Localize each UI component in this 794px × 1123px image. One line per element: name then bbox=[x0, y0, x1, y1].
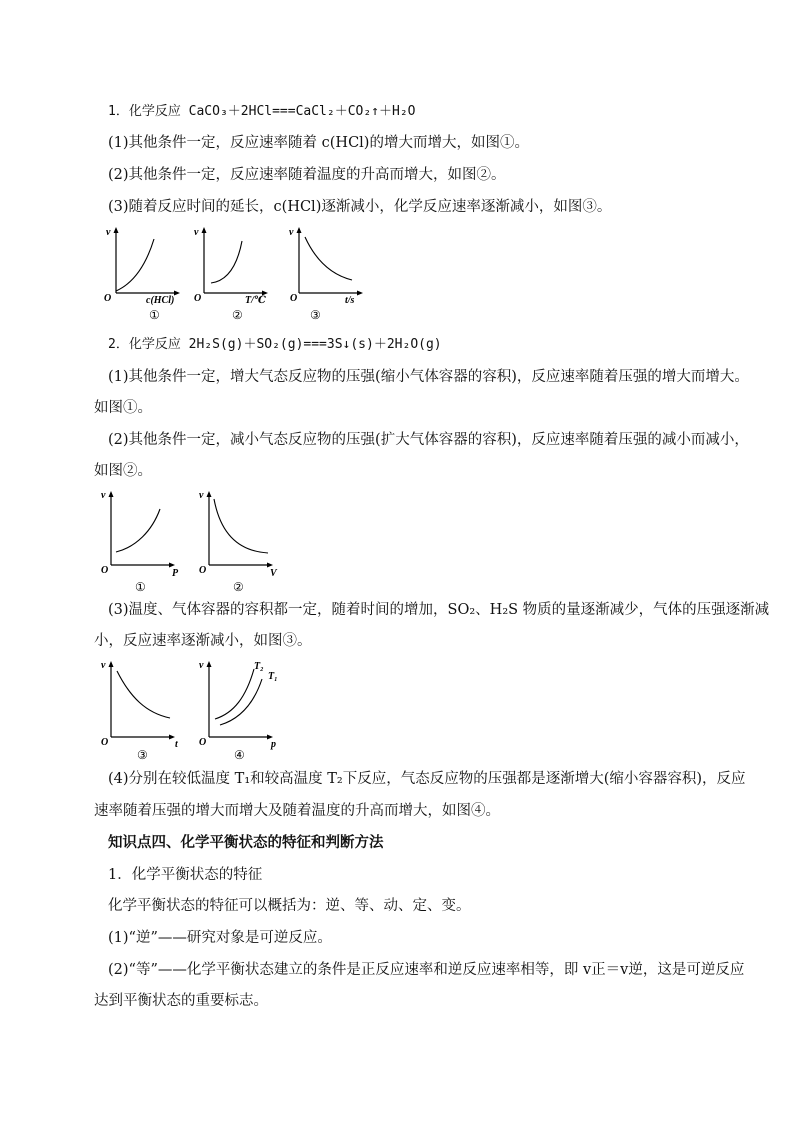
curve-label-t1: T₁ bbox=[268, 671, 278, 682]
y-axis-label: v bbox=[199, 660, 204, 671]
paragraph-1-1: (1)其他条件一定，反应速率随着 c(HCl)的增大而增大，如图①。 bbox=[108, 135, 529, 151]
graph-time bbox=[288, 225, 378, 320]
x-axis-label: t bbox=[175, 739, 178, 750]
y-axis-label: v bbox=[289, 227, 294, 238]
origin-label: O bbox=[101, 737, 109, 748]
y-axis-label: v bbox=[101, 660, 106, 671]
reaction-2-heading: 2．化学反应 2H₂S(g)＋SO₂(g)===3S↓(s)＋2H₂O(g) bbox=[108, 337, 442, 352]
sub-heading: 1．化学平衡状态的特征 bbox=[108, 867, 263, 883]
section-title: 知识点四、化学平衡状态的特征和判断方法 bbox=[108, 835, 384, 851]
origin-label: O bbox=[194, 293, 202, 304]
graph-caption: ④ bbox=[234, 748, 245, 762]
graph-temperature-pressure bbox=[198, 657, 288, 762]
graph-caption: ② bbox=[232, 308, 243, 322]
paragraph-2-3-line1: (3)温度、气体容器的容积都一定，随着时间的增加，SO₂、H₂S 物质的量逐渐减少，气体的压强逐渐减 bbox=[108, 602, 770, 618]
graph-c-hcl bbox=[100, 225, 190, 320]
paragraph-2-3-line2: 小，反应速率逐渐减小，如图③。 bbox=[94, 633, 312, 649]
x-axis-label: P bbox=[172, 568, 179, 579]
paragraph-2-2-line2: 如图②。 bbox=[94, 463, 152, 479]
paragraph-2-1-line1: (1)其他条件一定，增大气态反应物的压强(缩小气体容器的容积)，反应速率随着压强的增大而增大。 bbox=[108, 369, 749, 385]
x-axis-label: V bbox=[270, 568, 277, 579]
graph-caption: ① bbox=[135, 580, 146, 594]
y-axis-label: v bbox=[106, 227, 111, 238]
graph-caption: ② bbox=[233, 580, 244, 594]
item-2-line2: 达到平衡状态的重要标志。 bbox=[94, 993, 268, 1009]
curve-label-t2: T₂ bbox=[254, 661, 264, 672]
paragraph-1-3: (3)随着反应时间的延长，c(HCl)逐渐减小，化学反应速率逐渐减小，如图③。 bbox=[108, 199, 612, 215]
paragraph-1-2: (2)其他条件一定，反应速率随着温度的升高而增大，如图②。 bbox=[108, 167, 506, 183]
item-2-line1: (2)“等”——化学平衡状态建立的条件是正反应速率和逆反应速率相等，即 v正＝v逆，这是可逆反应 bbox=[108, 962, 745, 978]
intro-text: 化学平衡状态的特征可以概括为：逆、等、动、定、变。 bbox=[108, 898, 471, 914]
paragraph-2-4-line1: (4)分别在较低温度 T₁和较高温度 T₂下反应，气态反应物的压强都是逐渐增大(缩小容器容积)，反应 bbox=[108, 771, 746, 787]
x-axis-label: t/s bbox=[345, 295, 355, 306]
graph-caption: ① bbox=[149, 308, 160, 322]
graph-caption: ③ bbox=[137, 748, 148, 762]
origin-label: O bbox=[290, 293, 298, 304]
origin-label: O bbox=[104, 293, 112, 304]
graph-pressure bbox=[100, 487, 190, 592]
graph-temperature bbox=[193, 225, 283, 320]
origin-label: O bbox=[199, 737, 207, 748]
paragraph-2-1-line2: 如图①。 bbox=[94, 400, 152, 416]
x-axis-label: p bbox=[271, 739, 276, 750]
reaction-1-heading: 1．化学反应 CaCO₃＋2HCl===CaCl₂＋CO₂↑＋H₂O bbox=[108, 104, 416, 119]
paragraph-2-4-line2: 速率随着压强的增大而增大及随着温度的升高而增大，如图④。 bbox=[94, 803, 500, 819]
x-axis-label: c(HCl) bbox=[146, 295, 175, 306]
graph-volume bbox=[198, 487, 288, 592]
y-axis-label: v bbox=[199, 490, 204, 501]
origin-label: O bbox=[101, 565, 109, 576]
graph-time-decline bbox=[100, 657, 190, 762]
y-axis-label: v bbox=[101, 490, 106, 501]
x-axis-label: T/℃ bbox=[245, 295, 266, 306]
paragraph-2-2-line1: (2)其他条件一定，减小气态反应物的压强(扩大气体容器的容积)，反应速率随着压强的减小而减小， bbox=[108, 432, 749, 448]
graph-caption: ③ bbox=[310, 308, 321, 322]
item-1: (1)“逆”——研究对象是可逆反应。 bbox=[108, 930, 332, 946]
y-axis-label: v bbox=[194, 227, 199, 238]
origin-label: O bbox=[199, 565, 207, 576]
